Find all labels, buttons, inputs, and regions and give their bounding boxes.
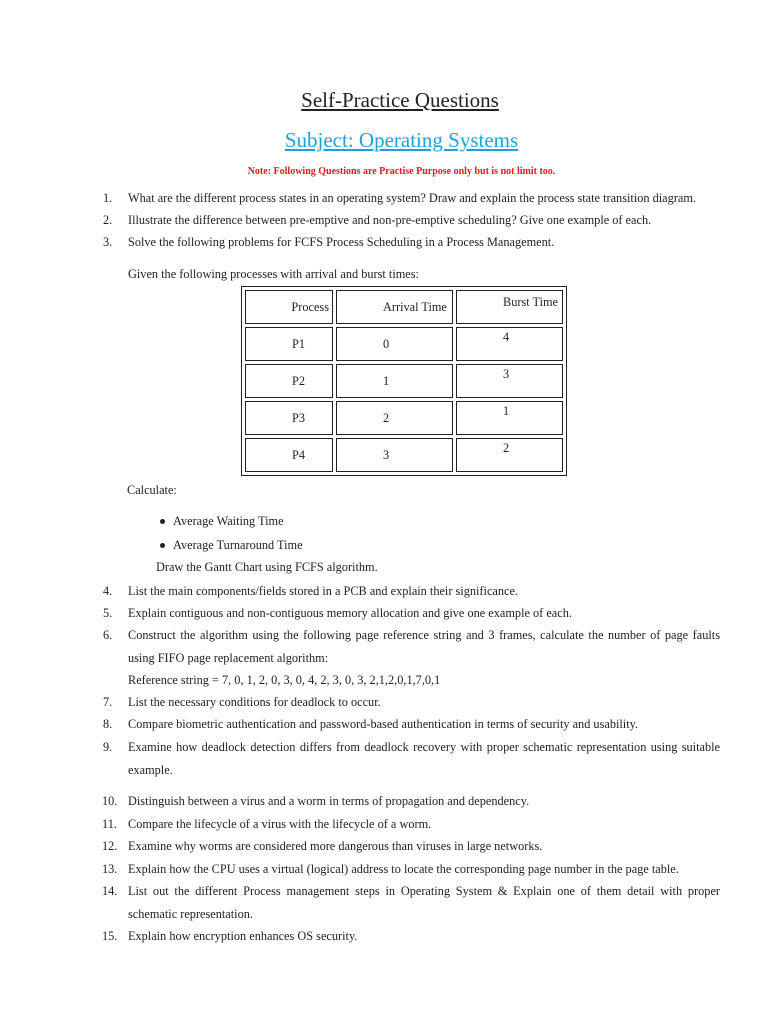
- question-text: Examine how deadlock detection differs from deadlock recovery with proper schematic representation using suitable example.: [128, 740, 720, 777]
- table-header: Process: [245, 290, 333, 324]
- question-text: Compare biometric authentication and password-based authentication in terms of security and usability.: [128, 717, 639, 731]
- q3-intro: Given the following processes with arrival and burst times:: [128, 267, 419, 281]
- question-9: [100, 736, 720, 781]
- table-header: Burst Time: [456, 290, 563, 324]
- table-cell: 1: [456, 401, 563, 435]
- question-text: Illustrate the difference between pre-emptive and non-pre-emptive scheduling? Give one example of each.: [128, 213, 652, 227]
- question-number: 12.: [102, 839, 118, 853]
- table-row: [245, 327, 563, 361]
- question-number: 7.: [103, 695, 113, 709]
- question-3: [100, 231, 720, 254]
- question-12: [100, 835, 720, 858]
- question-1: [100, 187, 720, 210]
- table-cell: 3: [456, 364, 563, 398]
- question-number: 11.: [102, 817, 117, 831]
- question-8: [100, 713, 720, 736]
- subject-heading: Subject: Operating Systems: [284, 128, 519, 152]
- question-text: Explain how the CPU uses a virtual (logical) address to locate the corresponding page number in the page table.: [128, 862, 679, 876]
- gantt-instruction: Draw the Gantt Chart using FCFS algorithm.: [156, 560, 378, 574]
- question-number: 14.: [102, 884, 118, 898]
- table-row: [245, 401, 563, 435]
- question-7: [100, 691, 720, 714]
- question-13: [100, 858, 720, 881]
- question-text: Construct the algorithm using the following page reference string and 3 frames, calculate the number of page faults using FIFO page replacement algorithm:: [128, 628, 720, 665]
- question-text: What are the different process states in an operating system? Draw and explain the process state transition diagram.: [128, 191, 696, 205]
- question-number: 5.: [103, 606, 113, 620]
- question-number: 3.: [103, 235, 113, 249]
- question-text: Solve the following problems for FCFS Process Scheduling in a Process Management.: [128, 235, 555, 249]
- question-number: 6.: [103, 628, 113, 642]
- table-cell: 4: [456, 327, 563, 361]
- question-5: [100, 602, 720, 625]
- table-cell: 1: [336, 364, 453, 398]
- question-text: List the necessary conditions for deadlock to occur.: [128, 695, 381, 709]
- practice-note: Note: Following Questions are Practise Purpose only but is not limit too.: [247, 166, 556, 177]
- table-cell: 0: [336, 327, 453, 361]
- question-6: [100, 624, 720, 669]
- question-text: Examine why worms are considered more dangerous than viruses in large networks.: [128, 839, 543, 853]
- question-text: Explain contiguous and non-contiguous memory allocation and give one example of each.: [128, 606, 572, 620]
- question-text: List out the different Process management steps in Operating System & Explain one of them detail with proper schematic representation.: [128, 884, 720, 921]
- question-4: [100, 580, 720, 603]
- question-text: Distinguish between a virus and a worm in terms of propagation and dependency.: [128, 794, 530, 808]
- question-10: [100, 790, 720, 813]
- question-14: [100, 880, 720, 925]
- table-cell: P2: [245, 364, 333, 398]
- table-cell: 2: [456, 438, 563, 472]
- table-row: [245, 364, 563, 398]
- question-11: [100, 813, 720, 836]
- table-cell: P4: [245, 438, 333, 472]
- question-number: 9.: [103, 740, 113, 754]
- question-number: 2.: [103, 213, 113, 227]
- bullet-icon: [160, 519, 165, 524]
- table-header: Arrival Time: [336, 290, 453, 324]
- table-cell: P3: [245, 401, 333, 435]
- bullet-icon: [160, 543, 165, 548]
- table-cell: 3: [336, 438, 453, 472]
- table-header-row: [245, 290, 563, 324]
- question-text: Explain how encryption enhances OS security.: [128, 929, 358, 943]
- question-number: 15.: [102, 929, 118, 943]
- bullet-item: Average Waiting Time: [160, 514, 284, 529]
- calculate-label: Calculate:: [127, 483, 177, 497]
- bullet-item: Average Turnaround Time: [160, 538, 303, 553]
- question-text: List the main components/fields stored in a PCB and explain their significance.: [128, 584, 518, 598]
- question-number: 13.: [102, 862, 118, 876]
- question-number: 10.: [102, 794, 118, 808]
- question-number: 8.: [103, 717, 113, 731]
- table-cell: 2: [336, 401, 453, 435]
- table-row: [245, 438, 563, 472]
- question-text: Compare the lifecycle of a virus with the lifecycle of a worm.: [128, 817, 432, 831]
- page-title: Self-Practice Questions: [301, 88, 499, 112]
- question-number: 1.: [103, 191, 113, 205]
- question-15: [100, 925, 720, 948]
- process-table: [241, 286, 567, 476]
- question-number: 4.: [103, 584, 113, 598]
- question-2: [100, 209, 720, 232]
- table-cell: P1: [245, 327, 333, 361]
- reference-string: Reference string = 7, 0, 1, 2, 0, 3, 0, 4, 2, 3, 0, 3, 2,1,2,0,1,7,0,1: [128, 673, 441, 687]
